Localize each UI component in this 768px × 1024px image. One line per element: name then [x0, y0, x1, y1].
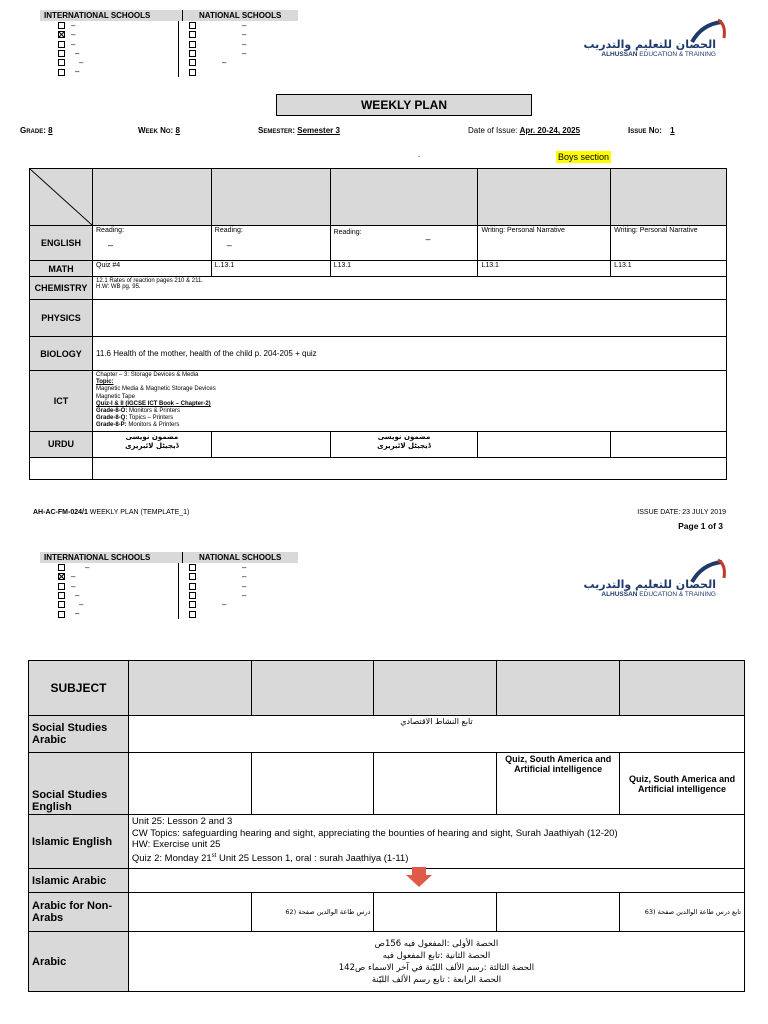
- table-cell: [128, 893, 251, 932]
- schools-block: [40, 10, 298, 77]
- subject-label: ENGLISH: [30, 226, 93, 261]
- table-row: [30, 261, 727, 277]
- table-row: [30, 457, 727, 479]
- table-cell: [374, 753, 497, 815]
- table-cell: [128, 753, 251, 815]
- table-cell: Unit 25: Lesson 2 and 3 CW Topics: safeguarding hearing and sight, appreciating the bounties of hearing and sight, Surah Jaathiyah (12-20) HW: Exercise unit 25 Quiz 2: Monday 21st Unit 25 Lesson 1, oral : surah Jaathiya (1-11): [128, 815, 744, 869]
- table-cell: Chapter – 3: Storage Devices & Media Topic: Magnetic Media & Magnetic Storage Devices Magnetic Tape Quiz-I & II (IGCSE ICT Book – Chapter-2) Grade-8-O: Monitors & Printers Grade-8-Q: Topics – Printers Grade-8-P: Monitors & Printers: [93, 371, 727, 432]
- table-cell: [211, 431, 330, 457]
- weekly-plan-table-1: [29, 168, 727, 480]
- checkbox[interactable]: [58, 601, 65, 608]
- table-header-row: [30, 169, 727, 226]
- table-cell: Reading: –: [330, 226, 478, 261]
- subject-label: MATH: [30, 261, 93, 277]
- table-cell: L.13.1: [211, 261, 330, 277]
- intl-schools-header: INTERNATIONAL SCHOOLS: [40, 552, 183, 563]
- weekly-plan-title: WEEKLY PLAN: [276, 94, 532, 116]
- table-cell: [611, 431, 727, 457]
- table-row: [29, 815, 745, 869]
- list-item: –: [79, 600, 84, 610]
- list-item: –: [71, 581, 76, 591]
- day-header-3: [374, 661, 497, 716]
- checkbox[interactable]: [58, 22, 65, 29]
- checkbox[interactable]: [189, 564, 196, 571]
- day-header-3: [330, 169, 478, 226]
- section-badge: Boys section: [558, 152, 610, 162]
- table-row: [29, 893, 745, 932]
- logo-english-text: ALHUSSAN EDUCATION & TRAINING: [601, 591, 716, 598]
- grade-field: Grade: 8: [20, 126, 53, 135]
- checkbox-checked[interactable]: [58, 31, 65, 38]
- down-arrow-icon: [406, 867, 432, 887]
- table-cell: [93, 457, 727, 479]
- table-cell: [374, 893, 497, 932]
- table-cell: [497, 893, 620, 932]
- checkbox[interactable]: [58, 41, 65, 48]
- week-field: Week No: 8: [138, 126, 180, 135]
- table-row: [30, 371, 727, 432]
- table-cell: L13.1: [611, 261, 727, 277]
- natl-schools-list: [179, 563, 298, 619]
- checkbox[interactable]: [58, 69, 65, 76]
- table-cell: [30, 457, 93, 479]
- list-item: –: [222, 600, 227, 610]
- list-item: –: [75, 590, 80, 600]
- diagonal-line: [30, 169, 92, 225]
- table-cell: الحصة الأولى :المفعول فيه 156ص الحصة الثانية :تابع المفعول فيه الحصة الثالثة :رسم الألف الليّنة في آخر الاسماء ص142 الحصة الرابعة : تابع رسم الألف الليّنة: [128, 932, 744, 992]
- checkbox[interactable]: [189, 592, 196, 599]
- checkbox[interactable]: [189, 50, 196, 57]
- table-row: [30, 226, 727, 261]
- table-row: [29, 753, 745, 815]
- day-header-4: [478, 169, 611, 226]
- schools-block-2: [40, 552, 298, 619]
- table-row: [29, 716, 745, 753]
- subject-label: ICT: [30, 371, 93, 432]
- table-row: [30, 431, 727, 457]
- subject-label: Social Studies English: [29, 753, 129, 815]
- table-cell: [478, 431, 611, 457]
- subject-label: Arabic for Non-Arabs: [29, 893, 129, 932]
- checkbox[interactable]: [58, 59, 65, 66]
- list-item: –: [75, 67, 80, 77]
- issue-date-field: Date of Issue: Apr. 20-24, 2025: [468, 126, 581, 135]
- table-row: [29, 869, 745, 893]
- intl-schools-list: [40, 21, 179, 77]
- checkbox[interactable]: [58, 564, 65, 571]
- subject-label: Arabic: [29, 932, 129, 992]
- table-cell: مضمون نویسی ڈیجیٹل لائبریری: [330, 431, 478, 457]
- checkbox-checked[interactable]: [58, 573, 65, 580]
- table-cell: Quiz, South America and Artificial intelligence: [620, 753, 745, 815]
- checkbox[interactable]: [189, 31, 196, 38]
- weekly-plan-table-2: [28, 660, 745, 992]
- checkbox[interactable]: [58, 611, 65, 618]
- list-item: –: [71, 39, 76, 49]
- list-item: –: [71, 21, 76, 30]
- table-cell: درس طاعة الوالدين صفحة (62: [251, 893, 374, 932]
- natl-schools-list: [179, 21, 298, 77]
- subject-label: CHEMISTRY: [30, 277, 93, 300]
- table-row: [29, 932, 745, 992]
- logo-arabic-text: الحصان للتعليم والتدريب: [583, 578, 716, 591]
- corner-cell: [30, 169, 93, 226]
- logo-arabic-text: الحصان للتعليم والتدريب: [583, 38, 716, 51]
- list-item: –: [242, 563, 247, 572]
- table-row: [30, 277, 727, 300]
- table-cell: Quiz #4: [93, 261, 212, 277]
- subject-label: Islamic Arabic: [29, 869, 129, 893]
- checkbox[interactable]: [58, 592, 65, 599]
- list-item: –: [85, 563, 90, 572]
- day-header-5: [620, 661, 745, 716]
- checkbox[interactable]: [189, 22, 196, 29]
- table-cell: مضمون نویسی ڈیجیٹل لائبریری: [93, 431, 212, 457]
- issue-no-field: Issue No: 1: [628, 126, 675, 135]
- page-number: Page 1 of 3: [678, 521, 723, 531]
- list-item: –: [242, 572, 247, 582]
- table-cell: Reading: –: [211, 226, 330, 261]
- checkbox[interactable]: [189, 69, 196, 76]
- list-item: –: [242, 21, 247, 30]
- checkbox[interactable]: [189, 59, 196, 66]
- checkbox[interactable]: [189, 611, 196, 618]
- intl-schools-header: INTERNATIONAL SCHOOLS: [40, 10, 183, 21]
- checkbox[interactable]: [58, 583, 65, 590]
- day-header-2: [211, 169, 330, 226]
- checkbox[interactable]: [189, 583, 196, 590]
- company-logo: [583, 18, 730, 68]
- day-header-4: [497, 661, 620, 716]
- checkbox[interactable]: [189, 601, 196, 608]
- issue-date: ISSUE DATE: 23 JULY 2019: [637, 509, 726, 516]
- logo-english-text: ALHUSSAN EDUCATION & TRAINING: [601, 51, 716, 58]
- table-cell: [93, 300, 727, 337]
- list-item: –: [71, 572, 76, 582]
- semester-field: Semester: Semester 3: [258, 126, 340, 135]
- table-cell: [128, 869, 744, 893]
- company-logo: [583, 558, 730, 608]
- natl-schools-header: NATIONAL SCHOOLS: [183, 10, 298, 21]
- checkbox[interactable]: [58, 50, 65, 57]
- list-item: –: [242, 39, 247, 49]
- table-row: [30, 300, 727, 337]
- table-cell: Writing: Personal Narrative: [611, 226, 727, 261]
- table-cell: [251, 753, 374, 815]
- subject-label: Islamic English: [29, 815, 129, 869]
- table-cell: Writing: Personal Narrative: [478, 226, 611, 261]
- form-code: AH-AC-FM-024/1 WEEKLY PLAN (TEMPLATE_1): [33, 509, 190, 516]
- table-cell: L13.1: [478, 261, 611, 277]
- subject-header: SUBJECT: [29, 661, 129, 716]
- table-cell: 12.1 Rates of reaction pages 210 & 211. H.W: WB pg. 95.: [93, 277, 727, 300]
- list-item: –: [242, 581, 247, 591]
- natl-schools-header: NATIONAL SCHOOLS: [183, 552, 298, 563]
- list-item: –: [71, 30, 76, 40]
- table-cell: Reading: –: [93, 226, 212, 261]
- list-item: –: [222, 58, 227, 68]
- subject-label: PHYSICS: [30, 300, 93, 337]
- day-header-1: [93, 169, 212, 226]
- day-header-2: [251, 661, 374, 716]
- table-header-row: [29, 661, 745, 716]
- table-cell: تابع درس طاعة الوالدين صفحة (63: [620, 893, 745, 932]
- table-row: [30, 337, 727, 371]
- stray-dot: .: [418, 150, 421, 159]
- table-cell: L13.1: [330, 261, 478, 277]
- list-item: –: [242, 30, 247, 40]
- table-cell: تابع النشاط الاقتصادي: [128, 716, 744, 753]
- checkbox[interactable]: [189, 41, 196, 48]
- subject-label: URDU: [30, 431, 93, 457]
- list-item: –: [242, 590, 247, 600]
- day-header-5: [611, 169, 727, 226]
- table-cell: Quiz, South America and Artificial intelligence: [497, 753, 620, 815]
- intl-schools-list: [40, 563, 179, 619]
- subject-label: Social Studies Arabic: [29, 716, 129, 753]
- list-item: –: [75, 609, 80, 619]
- list-item: –: [75, 48, 80, 58]
- subject-label: BIOLOGY: [30, 337, 93, 371]
- day-header-1: [128, 661, 251, 716]
- checkbox[interactable]: [189, 573, 196, 580]
- list-item: –: [242, 48, 247, 58]
- list-item: –: [79, 58, 84, 68]
- table-cell: 11.6 Health of the mother, health of the child p. 204-205 + quiz: [93, 337, 727, 371]
